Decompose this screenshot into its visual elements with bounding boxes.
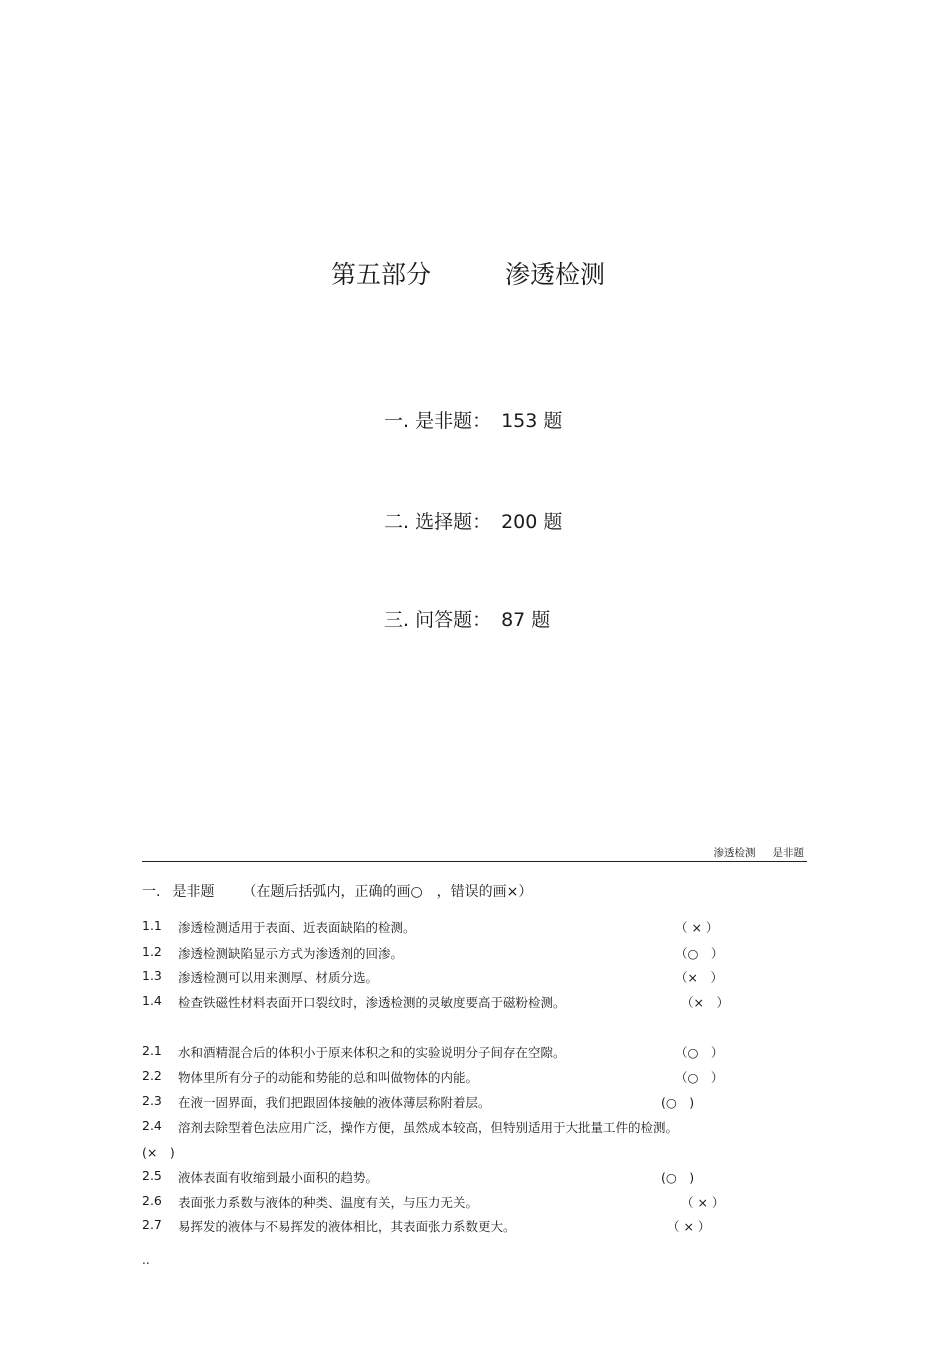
- running-head-section: 是非题: [772, 847, 804, 859]
- section-number: 一.: [142, 884, 161, 900]
- question-number: 2.1: [142, 1043, 162, 1058]
- question-text: 液体表面有收缩到最小面积的趋势。: [178, 1170, 379, 1185]
- question-answer: （ × ）: [681, 1195, 725, 1210]
- question-answer: （× ）: [675, 970, 723, 985]
- page-title-part: 第五部分: [331, 260, 432, 289]
- summary-label: 二. 选择题：: [384, 511, 492, 533]
- summary-count: 153 题: [501, 410, 563, 432]
- question-answer: （○ ）: [675, 1070, 724, 1085]
- header-rule: [142, 861, 807, 862]
- summary-count: 87 题: [501, 609, 551, 631]
- question-answer: （ × ）: [675, 920, 719, 935]
- question-text: 物体里所有分子的动能和势能的总和叫做物体的内能。: [178, 1070, 479, 1085]
- section-heading: [142, 881, 532, 901]
- running-head-subject: 渗透检测: [713, 847, 756, 859]
- question-text: 水和酒精混合后的体积小于原来体积之和的实验说明分子间存在空隙。: [178, 1045, 566, 1060]
- question-number: 2.6: [142, 1193, 162, 1208]
- question-answer: （× ）: [681, 995, 729, 1010]
- question-number: 2.5: [142, 1168, 162, 1183]
- section-instruction: （在题后括弧内，正确的画○ ，错误的画×）: [242, 884, 533, 900]
- summary-count: 200 题: [501, 511, 563, 533]
- footer-dots: ..: [142, 1253, 150, 1267]
- section-name: 是非题: [172, 884, 215, 900]
- question-number: 2.7: [142, 1217, 162, 1232]
- summary-short-answer: [384, 605, 550, 632]
- question-number: 2.2: [142, 1068, 162, 1083]
- question-number: 1.2: [142, 944, 162, 959]
- question-text: 渗透检测适用于表面、近表面缺陷的检测。: [178, 920, 416, 935]
- question-number: 1.3: [142, 968, 162, 983]
- summary-true-false: [384, 406, 562, 433]
- question-number: 2.3: [142, 1093, 162, 1108]
- question-text: 溶剂去除型着色法应用广泛，操作方便，虽然成本较高，但特别适用于大批量工件的检测。: [178, 1120, 679, 1135]
- question-answer: （○ ）: [675, 1045, 724, 1060]
- running-head: [714, 845, 805, 860]
- summary-label: 三. 问答题：: [384, 609, 492, 631]
- question-text: 表面张力系数与液体的种类、温度有关，与压力无关。: [178, 1195, 479, 1210]
- summary-multiple-choice: [384, 507, 562, 534]
- summary-label: 一. 是非题：: [384, 410, 492, 432]
- question-text: 在液一固界面，我们把跟固体接触的液体薄层称附着层。: [178, 1095, 491, 1110]
- question-number: 1.1: [142, 918, 162, 933]
- page-title-subject: 渗透检测: [505, 260, 606, 289]
- question-answer: （○ ）: [675, 946, 724, 961]
- question-answer: (× ): [142, 1145, 175, 1160]
- question-text: 渗透检测可以用来测厚、材质分选。: [178, 970, 379, 985]
- question-number: 2.4: [142, 1118, 162, 1133]
- question-number: 1.4: [142, 993, 162, 1008]
- question-text: 易挥发的液体与不易挥发的液体相比，其表面张力系数更大。: [178, 1219, 516, 1234]
- question-text: 渗透检测缺陷显示方式为渗透剂的回渗。: [178, 946, 404, 961]
- question-answer: (○ ): [661, 1170, 695, 1185]
- question-text: 检查铁磁性材料表面开口裂纹时，渗透检测的灵敏度要高于磁粉检测。: [178, 995, 566, 1010]
- question-answer: (○ ): [661, 1095, 695, 1110]
- question-answer: （ × ）: [667, 1219, 711, 1234]
